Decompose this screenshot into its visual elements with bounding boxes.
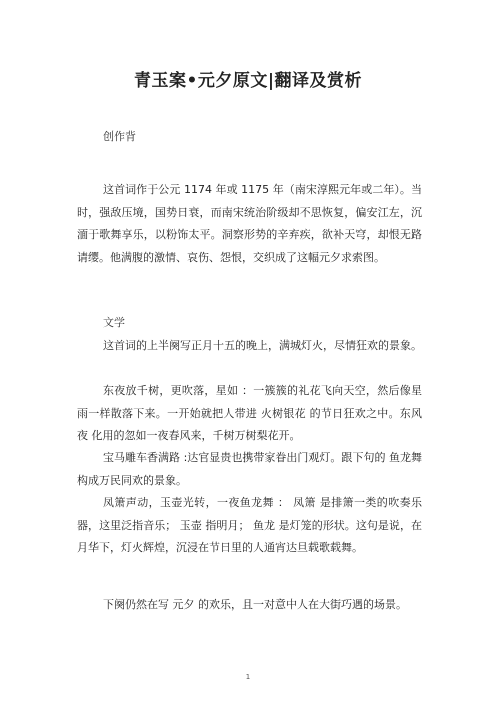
paragraph: 这首词作于公元 1174 年或 1175 年（南宋淳熙元年或二年）。当时，强敌压境，国势日衰，而南宋统治阶级却不思恢复，偏安江左，沉湎于歌舞享乐，以粉饰太平。洞察形势的辛弃疾，欲补天穹，却恨无路请缨。他满腹的激情、哀伤、怨恨，交织成了这幅元夕求索图。 <box>77 183 422 264</box>
document-title: 青玉案•元夕原文|翻译及赏析 <box>133 71 363 91</box>
paragraph: 下阕仍然在写 元夕 的欢乐，且一对意中人在大街巧遇的场景。 <box>103 598 407 611</box>
paragraph: 东夜放千树，更吹落，星如 ：一簇簇的礼花飞向天空，然后像星雨一样散落下来。一开始就把人带进 火树银花 的节日狂欢之中。东风夜 化用的忽如一夜春风来，千树万树梨花开。 <box>77 384 422 442</box>
paragraph: 凤箫声动，玉壶光转，一夜鱼龙舞 ： 凤箫 是排箫一类的吹奏乐器，这里泛指音乐； 玉壶 指明月； 鱼龙 是灯笼的形状。这句是说，在月华下，灯火辉煌，沉浸在节日里的人通宵达旦载歌载舞。 <box>77 496 422 554</box>
paragraph: 这首词的上半阕写正月十五的晚上，满城灯火，尽情狂欢的景象。 <box>103 339 422 352</box>
paragraph: 宝马雕车香满路 :达官显贵也携带家眷出门观灯。跟下句的 鱼龙舞 构成万民同欢的景象。 <box>77 451 422 487</box>
section-heading: 文学 <box>103 316 125 329</box>
section-heading: 创作背 <box>103 130 136 143</box>
page-number: 1 <box>245 673 251 681</box>
